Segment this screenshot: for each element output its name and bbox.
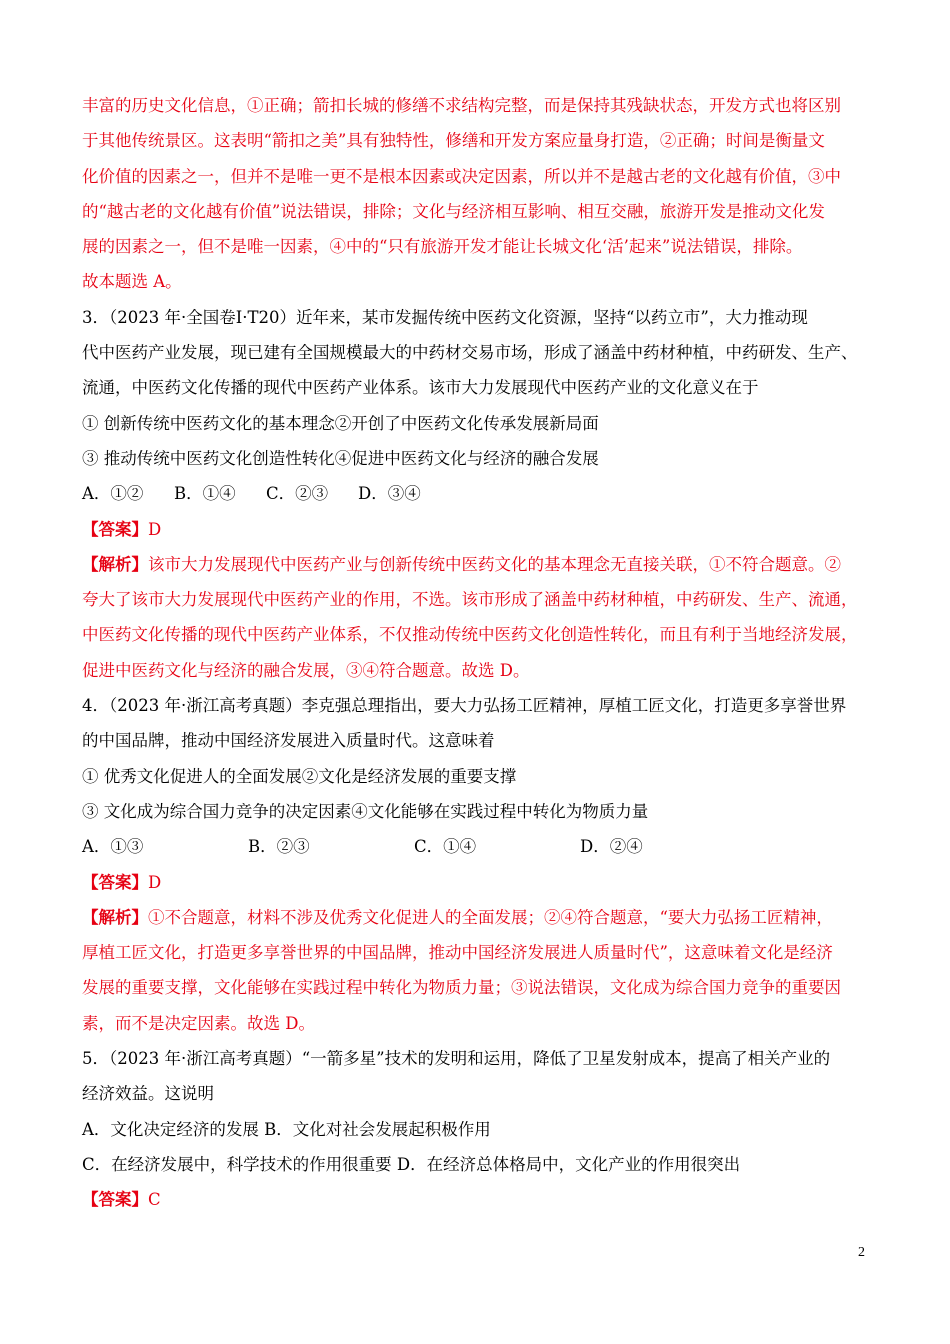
analysis-line: 【解析】①不合题意，材料不涉及优秀文化促进人的全面发展；②④符合题意，“要大力弘扬工匠精神， <box>82 907 833 927</box>
answer-value: D <box>148 872 162 892</box>
answer-line <box>82 1182 868 1217</box>
prev-analysis <box>82 88 868 300</box>
question-stem: 流通，中医药文化传播的现代中医药产业体系。该市大力发展现代中医药产业的文化意义在于 <box>82 378 759 398</box>
options-row <box>82 829 868 864</box>
page-number: 2 <box>858 1245 865 1260</box>
answer-value: C <box>148 1190 161 1210</box>
statement: ③ 文化成为综合国力竞争的决定因素④文化能够在实践过程中转化为物质力量 <box>82 801 649 821</box>
analysis-line: 的“越古老的文化越有价值”说法错误，排除；文化与经济相互影响、相互交融，旅游开发是推动文化发 <box>82 201 825 221</box>
analysis-line: 中医药文化传播的现代中医药产业体系，不仅推动传统中医药文化创造性转化，而且有利于当地经济发展， <box>82 625 858 645</box>
analysis-line: 厚植工匠文化，打造更多享誉世界的中国品牌，推动中国经济发展进人质量时代”，这意味着文化是经济 <box>82 943 833 963</box>
analysis-line: 化价值的因素之一，但并不是唯一更不是根本因素或决定因素，所以并不是越古老的文化越有价值，③中 <box>82 166 841 186</box>
answer-line <box>82 512 868 547</box>
option-c: C．①④ <box>414 837 477 857</box>
statement: ① 创新传统中医药文化的基本理念②开创了中医药文化传承发展新局面 <box>82 413 599 433</box>
question-4 <box>82 688 868 1041</box>
options-row: A．文化决定经济的发展 B．文化对社会发展起积极作用 <box>82 1119 491 1139</box>
answer-value: D <box>148 519 162 539</box>
question-stem: 的中国品牌，推动中国经济发展进入质量时代。这意味着 <box>82 731 495 751</box>
document-page <box>82 88 868 1218</box>
answer-line <box>82 865 868 900</box>
option-d: D．②④ <box>580 837 643 857</box>
analysis-line: 素，而不是决定因素。故选 D。 <box>82 1013 315 1033</box>
option-d: D．③④ <box>358 484 421 504</box>
analysis-tag: 【解析】 <box>82 907 148 927</box>
question-stem: 代中医药产业发展，现已建有全国规模最大的中药材交易市场，形成了涵盖中药材种植，中药研发、生产、 <box>82 343 858 363</box>
question-stem: 经济效益。这说明 <box>82 1084 214 1104</box>
option-b: B．②③ <box>248 837 310 857</box>
options-row <box>82 476 868 511</box>
answer-tag: 【答案】 <box>82 519 148 539</box>
analysis-line: 【解析】该市大力发展现代中医药产业与创新传统中医药文化的基本理念无直接关联，①不符合题意。② <box>82 554 841 574</box>
answer-tag: 【答案】 <box>82 1190 148 1210</box>
option-c: C．②③ <box>266 484 329 504</box>
analysis-line: 促进中医药文化与经济的融合发展，③④符合题意。故选 D。 <box>82 660 530 680</box>
analysis-line: 于其他传统景区。这表明“箭扣之美”具有独特性，修缮和开发方案应量身打造，②正确；时间是衡量文 <box>82 131 825 151</box>
statement: ① 优秀文化促进人的全面发展②文化是经济发展的重要支撑 <box>82 766 517 786</box>
statement: ③ 推动传统中医药文化创造性转化④促进中医药文化与经济的融合发展 <box>82 448 599 468</box>
analysis-line: 夸大了该市大力发展现代中医药产业的作用，不选。该市形成了涵盖中药材种植，中药研发、生产、流通， <box>82 590 858 610</box>
question-stem: 3．（2023 年·全国卷Ⅰ·T20）近年来，某市发掘传统中医药文化资源，坚持“以药立市”，大力推动现 <box>82 307 808 327</box>
analysis-tag: 【解析】 <box>82 554 148 574</box>
option-a: A．①② <box>82 484 144 504</box>
question-stem: 5．（2023 年·浙江高考真题）“一箭多星”技术的发明和运用，降低了卫星发射成本，提高了相关产业的 <box>82 1049 831 1069</box>
question-5 <box>82 1041 868 1217</box>
answer-tag: 【答案】 <box>82 872 148 892</box>
analysis-line: 发展的重要支撑，文化能够在实践过程中转化为物质力量；③说法错误，文化成为综合国力竞争的重要因 <box>82 978 841 998</box>
option-a: A．①③ <box>82 837 144 857</box>
option-b: B．①④ <box>174 484 236 504</box>
options-row: C．在经济发展中，科学技术的作用很重要 D．在经济总体格局中，文化产业的作用很突出 <box>82 1154 741 1174</box>
analysis-line: 故本题选 A。 <box>82 272 182 292</box>
question-3 <box>82 300 868 688</box>
question-stem: 4．（2023 年·浙江高考真题）李克强总理指出，要大力弘扬工匠精神，厚植工匠文化，打造更多享誉世界 <box>82 696 847 716</box>
analysis-line: 展的因素之一，但不是唯一因素，④中的“只有旅游开发才能让长城文化‘活’起来”说法错误，排除。 <box>82 237 803 257</box>
analysis-line: 丰富的历史文化信息，①正确；箭扣长城的修缮不求结构完整，而是保持其残缺状态，开发方式也将区别 <box>82 96 841 115</box>
